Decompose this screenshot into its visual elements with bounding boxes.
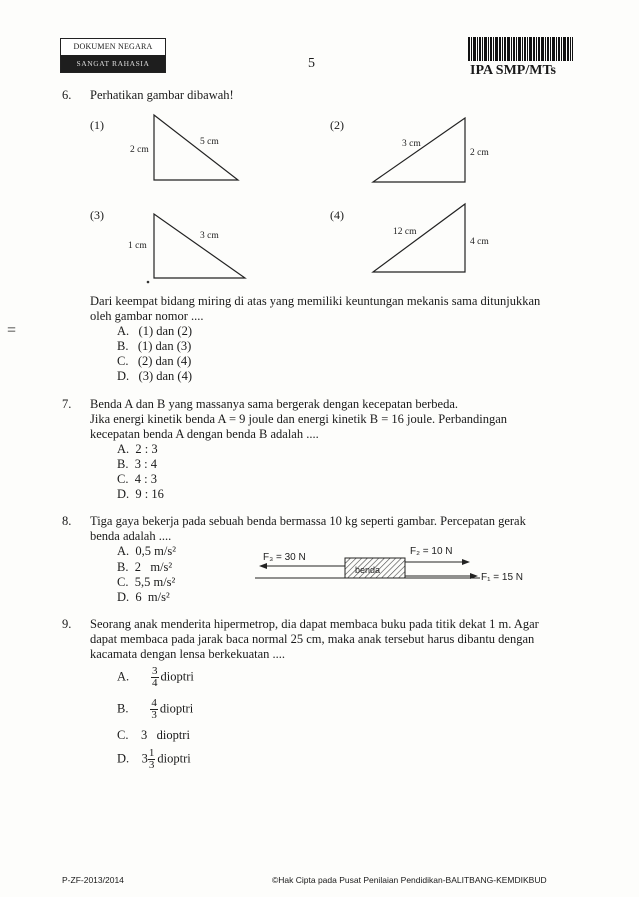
block-label: benda <box>355 565 381 575</box>
q8-option-d: D. 6 m/s² <box>117 590 170 604</box>
force-diagram <box>255 540 575 592</box>
fig4-slope: 12 cm <box>393 227 417 237</box>
secret-label: SANGAT RAHASIA <box>61 55 165 72</box>
q6-prompt: Perhatikan gambar dibawah! <box>90 88 234 102</box>
q9-option-d: D. 3 $\frac{1}{3}$ dioptri <box>117 747 191 771</box>
fig4-label: (4) <box>330 208 344 222</box>
q9-line2: dapat membaca pada jarak baca normal 25 cm, maka anak tersebut harus dibantu dengan <box>90 632 535 646</box>
fig3-height: 1 cm <box>128 241 147 251</box>
q6-option-a: A. (1) dan (2) <box>117 324 192 338</box>
f2-label: F₂ = 10 N <box>410 546 453 557</box>
speck-dot <box>147 281 150 284</box>
q7-option-c: C. 4 : 3 <box>117 472 157 486</box>
f3-arrowhead <box>259 563 267 569</box>
q9-line1: Seorang anak menderita hipermetrop, dia dapat membaca buku pada titik dekat 1 m. Agar <box>90 617 539 631</box>
q7-line2: Jika energi kinetik benda A = 9 joule dan energi kinetik B = 16 joule. Perbandingan <box>90 412 508 426</box>
incline-2 <box>373 118 465 182</box>
q7-line3: kecepatan benda A dengan benda B adalah .... <box>90 427 319 441</box>
fraction: $\frac{1}{3}$ <box>148 747 155 771</box>
q8-option-c: C. 5,5 m/s² <box>117 575 176 589</box>
fig1-label: (1) <box>90 118 104 132</box>
header-stamp <box>60 38 166 73</box>
fig4-height: 4 cm <box>470 237 489 247</box>
fig1-height: 2 cm <box>130 145 149 155</box>
fraction: $\frac{4}{3}$ <box>151 697 157 721</box>
q7-option-b: B. 3 : 4 <box>117 457 157 471</box>
q6-text-line2: oleh gambar nomor .... <box>90 309 204 323</box>
footer-copyright: ©Hak Cipta pada Pusat Penilaian Pendidikan-BALITBANG-KEMDIKBUD <box>272 875 547 885</box>
q6-text-line1: Dari keempat bidang miring di atas yang memiliki keuntungan mekanis sama ditunjukkan <box>90 294 541 308</box>
fig3-label: (3) <box>90 208 104 222</box>
fraction: $\frac{3}{4}$ <box>152 665 158 689</box>
fig2-label: (2) <box>330 118 344 132</box>
q6-option-b: B. (1) dan (3) <box>117 339 192 353</box>
q8-line1: Tiga gaya bekerja pada sebuah benda bermassa 10 kg seperti gambar. Percepatan gerak <box>90 514 526 528</box>
q7-line1: Benda A dan B yang massanya sama bergerak dengan kecepatan berbeda. <box>90 397 459 411</box>
q9-option-c: C. 3 dioptri <box>117 728 190 742</box>
q8-option-b: B. 2 m/s² <box>117 560 173 574</box>
margin-mark: = <box>7 322 17 339</box>
q9-line3: kacamata dengan lensa berkekuatan .... <box>90 647 286 661</box>
q7-option-a: A. 2 : 3 <box>117 442 158 456</box>
q8-line2: benda adalah .... <box>90 529 172 543</box>
q6-option-d: D. (3) dan (4) <box>117 369 192 383</box>
incline-1 <box>154 115 238 180</box>
f2-arrowhead <box>462 559 470 565</box>
q6-number: 6. <box>62 88 72 102</box>
footer-code: P-ZF-2013/2014 <box>62 875 124 885</box>
incline-3 <box>154 214 245 278</box>
incline-4 <box>373 204 465 272</box>
q9-option-a: A. $\frac{3}{4}$ dioptri <box>117 665 194 689</box>
q9-number: 9. <box>62 617 72 631</box>
q6-option-c: C. (2) dan (4) <box>117 354 192 368</box>
q7-option-d: D. 9 : 16 <box>117 487 164 501</box>
doc-label: DOKUMEN NEGARA <box>61 39 165 55</box>
fig1-slope: 5 cm <box>200 137 219 147</box>
fig2-slope: 3 cm <box>402 139 421 149</box>
q8-number: 8. <box>62 514 72 528</box>
q8-option-a: A. 0,5 m/s² <box>117 544 176 558</box>
fig2-height: 2 cm <box>470 148 489 158</box>
f1-label: F₁ = 15 N <box>481 572 524 583</box>
q7-number: 7. <box>62 397 72 411</box>
f3-label: F₃ = 30 N <box>263 552 306 563</box>
barcode-icon <box>468 37 573 61</box>
page-number: 5 <box>308 56 315 71</box>
subject-title: IPA SMP/MTs <box>470 63 556 78</box>
q9-option-b: B. $\frac{4}{3}$ dioptri <box>117 697 194 721</box>
fig3-slope: 3 cm <box>200 231 219 241</box>
incline-figures <box>110 110 510 290</box>
